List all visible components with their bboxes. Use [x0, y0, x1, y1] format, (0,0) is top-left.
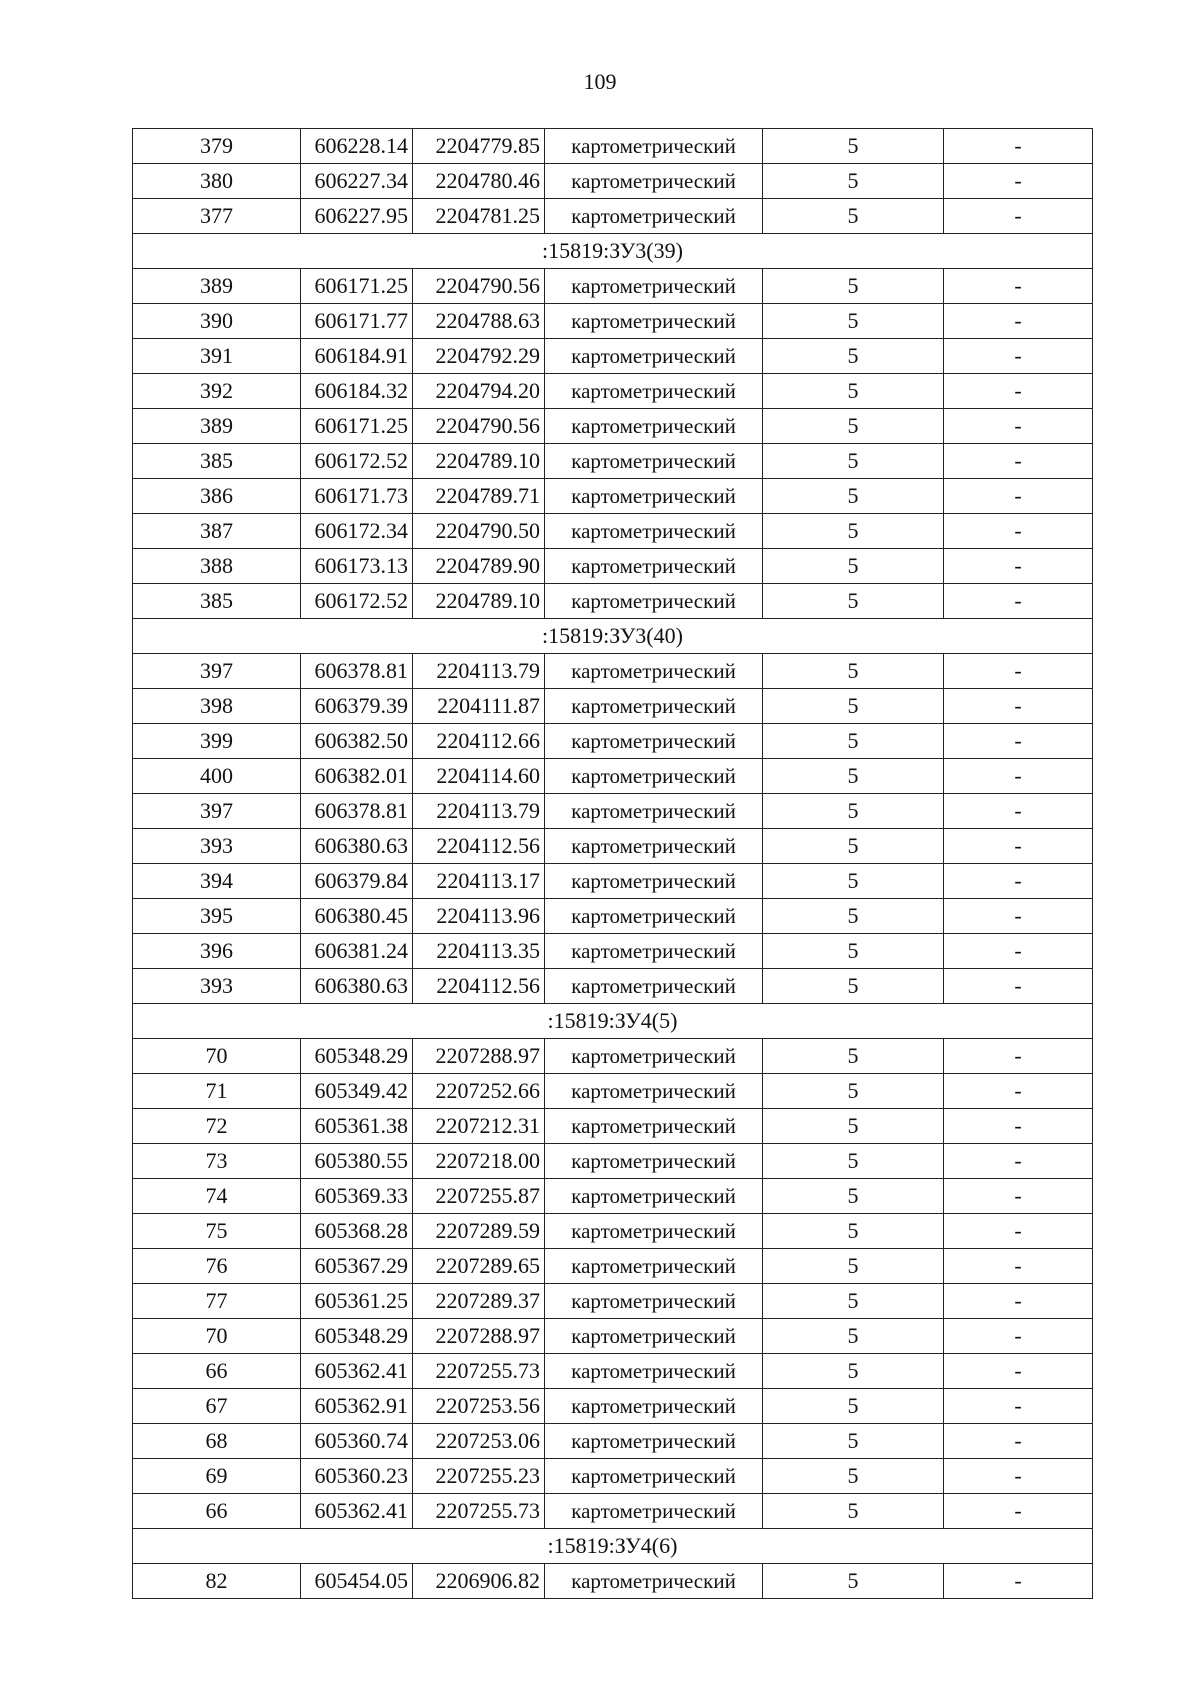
point-number-cell: 390 — [133, 304, 301, 339]
accuracy-cell: 5 — [763, 269, 944, 304]
x-coordinate-cell: 606173.13 — [301, 549, 413, 584]
point-number-cell: 66 — [133, 1494, 301, 1529]
note-cell: - — [944, 584, 1093, 619]
y-coordinate-cell: 2204790.56 — [413, 409, 545, 444]
table-row — [133, 1564, 1093, 1599]
method-cell: картометрический — [545, 1459, 763, 1494]
x-coordinate-cell: 606380.63 — [301, 829, 413, 864]
x-coordinate-cell: 606380.63 — [301, 969, 413, 1004]
point-number-cell: 399 — [133, 724, 301, 759]
note-cell: - — [944, 199, 1093, 234]
table-row — [133, 1354, 1093, 1389]
point-number-cell: 69 — [133, 1459, 301, 1494]
point-number-cell: 386 — [133, 479, 301, 514]
y-coordinate-cell: 2204112.56 — [413, 829, 545, 864]
table-row — [133, 479, 1093, 514]
accuracy-cell: 5 — [763, 549, 944, 584]
y-coordinate-cell: 2207255.73 — [413, 1494, 545, 1529]
point-number-cell: 385 — [133, 584, 301, 619]
y-coordinate-cell: 2204113.35 — [413, 934, 545, 969]
note-cell: - — [944, 1179, 1093, 1214]
point-number-cell: 72 — [133, 1109, 301, 1144]
method-cell: картометрический — [545, 164, 763, 199]
y-coordinate-cell: 2204788.63 — [413, 304, 545, 339]
point-number-cell: 388 — [133, 549, 301, 584]
accuracy-cell: 5 — [763, 1389, 944, 1424]
table-row — [133, 934, 1093, 969]
accuracy-cell: 5 — [763, 1494, 944, 1529]
point-number-cell: 400 — [133, 759, 301, 794]
accuracy-cell: 5 — [763, 654, 944, 689]
accuracy-cell: 5 — [763, 689, 944, 724]
method-cell: картометрический — [545, 899, 763, 934]
table-row — [133, 374, 1093, 409]
method-cell: картометрический — [545, 934, 763, 969]
accuracy-cell: 5 — [763, 129, 944, 164]
accuracy-cell: 5 — [763, 934, 944, 969]
note-cell: - — [944, 444, 1093, 479]
table-row — [133, 1214, 1093, 1249]
point-number-cell: 76 — [133, 1249, 301, 1284]
section-label: :15819:ЗУ3(40) — [133, 619, 1093, 654]
note-cell: - — [944, 1249, 1093, 1284]
method-cell: картометрический — [545, 1214, 763, 1249]
y-coordinate-cell: 2204790.56 — [413, 269, 545, 304]
y-coordinate-cell: 2207212.31 — [413, 1109, 545, 1144]
accuracy-cell: 5 — [763, 829, 944, 864]
table-row — [133, 199, 1093, 234]
method-cell: картометрический — [545, 374, 763, 409]
y-coordinate-cell: 2204112.56 — [413, 969, 545, 1004]
x-coordinate-cell: 606171.73 — [301, 479, 413, 514]
x-coordinate-cell: 605362.41 — [301, 1354, 413, 1389]
note-cell: - — [944, 549, 1093, 584]
note-cell: - — [944, 1284, 1093, 1319]
table-row — [133, 549, 1093, 584]
table-row — [133, 864, 1093, 899]
y-coordinate-cell: 2204789.71 — [413, 479, 545, 514]
method-cell: картометрический — [545, 409, 763, 444]
accuracy-cell: 5 — [763, 479, 944, 514]
point-number-cell: 70 — [133, 1039, 301, 1074]
x-coordinate-cell: 606227.95 — [301, 199, 413, 234]
accuracy-cell: 5 — [763, 304, 944, 339]
y-coordinate-cell: 2204789.90 — [413, 549, 545, 584]
table-row — [133, 339, 1093, 374]
point-number-cell: 70 — [133, 1319, 301, 1354]
point-number-cell: 379 — [133, 129, 301, 164]
y-coordinate-cell: 2207253.56 — [413, 1389, 545, 1424]
accuracy-cell: 5 — [763, 759, 944, 794]
note-cell: - — [944, 1424, 1093, 1459]
note-cell: - — [944, 1459, 1093, 1494]
method-cell: картометрический — [545, 1249, 763, 1284]
x-coordinate-cell: 605348.29 — [301, 1319, 413, 1354]
method-cell: картометрический — [545, 549, 763, 584]
y-coordinate-cell: 2204789.10 — [413, 584, 545, 619]
y-coordinate-cell: 2204113.96 — [413, 899, 545, 934]
method-cell: картометрический — [545, 1179, 763, 1214]
method-cell: картометрический — [545, 1354, 763, 1389]
table-row — [133, 724, 1093, 759]
table-row — [133, 1424, 1093, 1459]
point-number-cell: 391 — [133, 339, 301, 374]
note-cell: - — [944, 479, 1093, 514]
table-row — [133, 1074, 1093, 1109]
method-cell: картометрический — [545, 1424, 763, 1459]
x-coordinate-cell: 606172.34 — [301, 514, 413, 549]
section-label: :15819:ЗУ4(6) — [133, 1529, 1093, 1564]
x-coordinate-cell: 606380.45 — [301, 899, 413, 934]
x-coordinate-cell: 605369.33 — [301, 1179, 413, 1214]
note-cell: - — [944, 864, 1093, 899]
accuracy-cell: 5 — [763, 1459, 944, 1494]
x-coordinate-cell: 605348.29 — [301, 1039, 413, 1074]
method-cell: картометрический — [545, 584, 763, 619]
y-coordinate-cell: 2207288.97 — [413, 1039, 545, 1074]
y-coordinate-cell: 2207255.87 — [413, 1179, 545, 1214]
method-cell: картометрический — [545, 304, 763, 339]
method-cell: картометрический — [545, 759, 763, 794]
note-cell: - — [944, 304, 1093, 339]
table-row — [133, 759, 1093, 794]
y-coordinate-cell: 2207218.00 — [413, 1144, 545, 1179]
note-cell: - — [944, 934, 1093, 969]
x-coordinate-cell: 606379.84 — [301, 864, 413, 899]
section-label: :15819:ЗУ3(39) — [133, 234, 1093, 269]
point-number-cell: 71 — [133, 1074, 301, 1109]
point-number-cell: 392 — [133, 374, 301, 409]
y-coordinate-cell: 2204113.79 — [413, 654, 545, 689]
x-coordinate-cell: 605361.38 — [301, 1109, 413, 1144]
y-coordinate-cell: 2207255.73 — [413, 1354, 545, 1389]
section-header-row — [133, 234, 1093, 269]
x-coordinate-cell: 605360.23 — [301, 1459, 413, 1494]
accuracy-cell: 5 — [763, 339, 944, 374]
accuracy-cell: 5 — [763, 1424, 944, 1459]
method-cell: картометрический — [545, 129, 763, 164]
x-coordinate-cell: 606172.52 — [301, 584, 413, 619]
method-cell: картометрический — [545, 969, 763, 1004]
note-cell: - — [944, 759, 1093, 794]
table-row — [133, 1284, 1093, 1319]
table-row — [133, 584, 1093, 619]
accuracy-cell: 5 — [763, 1284, 944, 1319]
note-cell: - — [944, 374, 1093, 409]
method-cell: картометрический — [545, 199, 763, 234]
y-coordinate-cell: 2204792.29 — [413, 339, 545, 374]
page-number: 109 — [583, 69, 617, 94]
note-cell: - — [944, 1144, 1093, 1179]
note-cell: - — [944, 689, 1093, 724]
point-number-cell: 393 — [133, 969, 301, 1004]
table-row — [133, 1459, 1093, 1494]
table-row — [133, 794, 1093, 829]
x-coordinate-cell: 605368.28 — [301, 1214, 413, 1249]
table-row — [133, 899, 1093, 934]
y-coordinate-cell: 2204112.66 — [413, 724, 545, 759]
y-coordinate-cell: 2204111.87 — [413, 689, 545, 724]
table-row — [133, 1249, 1093, 1284]
point-number-cell: 74 — [133, 1179, 301, 1214]
point-number-cell: 397 — [133, 794, 301, 829]
y-coordinate-cell: 2207288.97 — [413, 1319, 545, 1354]
note-cell: - — [944, 794, 1093, 829]
table-row — [133, 304, 1093, 339]
accuracy-cell: 5 — [763, 444, 944, 479]
coordinates-table — [132, 128, 1093, 1599]
note-cell: - — [944, 969, 1093, 1004]
x-coordinate-cell: 606171.25 — [301, 269, 413, 304]
x-coordinate-cell: 606382.50 — [301, 724, 413, 759]
note-cell: - — [944, 654, 1093, 689]
point-number-cell: 75 — [133, 1214, 301, 1249]
x-coordinate-cell: 606379.39 — [301, 689, 413, 724]
method-cell: картометрический — [545, 1494, 763, 1529]
note-cell: - — [944, 129, 1093, 164]
accuracy-cell: 5 — [763, 1109, 944, 1144]
x-coordinate-cell: 606171.25 — [301, 409, 413, 444]
note-cell: - — [944, 1354, 1093, 1389]
x-coordinate-cell: 605360.74 — [301, 1424, 413, 1459]
x-coordinate-cell: 606381.24 — [301, 934, 413, 969]
method-cell: картометрический — [545, 1319, 763, 1354]
method-cell: картометрический — [545, 794, 763, 829]
y-coordinate-cell: 2204789.10 — [413, 444, 545, 479]
accuracy-cell: 5 — [763, 164, 944, 199]
method-cell: картометрический — [545, 514, 763, 549]
x-coordinate-cell: 606378.81 — [301, 794, 413, 829]
point-number-cell: 387 — [133, 514, 301, 549]
accuracy-cell: 5 — [763, 1249, 944, 1284]
method-cell: картометрический — [545, 1039, 763, 1074]
x-coordinate-cell: 605367.29 — [301, 1249, 413, 1284]
point-number-cell: 397 — [133, 654, 301, 689]
method-cell: картометрический — [545, 1284, 763, 1319]
point-number-cell: 389 — [133, 409, 301, 444]
point-number-cell: 77 — [133, 1284, 301, 1319]
accuracy-cell: 5 — [763, 899, 944, 934]
note-cell: - — [944, 724, 1093, 759]
section-label: :15819:ЗУ4(5) — [133, 1004, 1093, 1039]
accuracy-cell: 5 — [763, 409, 944, 444]
x-coordinate-cell: 605349.42 — [301, 1074, 413, 1109]
x-coordinate-cell: 606172.52 — [301, 444, 413, 479]
table-row — [133, 1389, 1093, 1424]
x-coordinate-cell: 605361.25 — [301, 1284, 413, 1319]
table-row — [133, 129, 1093, 164]
table-row — [133, 164, 1093, 199]
note-cell: - — [944, 1389, 1093, 1424]
y-coordinate-cell: 2204781.25 — [413, 199, 545, 234]
note-cell: - — [944, 409, 1093, 444]
note-cell: - — [944, 899, 1093, 934]
point-number-cell: 395 — [133, 899, 301, 934]
y-coordinate-cell: 2207255.23 — [413, 1459, 545, 1494]
point-number-cell: 394 — [133, 864, 301, 899]
point-number-cell: 68 — [133, 1424, 301, 1459]
table-row — [133, 1144, 1093, 1179]
point-number-cell: 82 — [133, 1564, 301, 1599]
method-cell: картометрический — [545, 1109, 763, 1144]
table-row — [133, 969, 1093, 1004]
method-cell: картометрический — [545, 269, 763, 304]
note-cell: - — [944, 1074, 1093, 1109]
y-coordinate-cell: 2204113.79 — [413, 794, 545, 829]
table-row — [133, 1109, 1093, 1144]
accuracy-cell: 5 — [763, 374, 944, 409]
accuracy-cell: 5 — [763, 1179, 944, 1214]
y-coordinate-cell: 2207289.59 — [413, 1214, 545, 1249]
y-coordinate-cell: 2207252.66 — [413, 1074, 545, 1109]
accuracy-cell: 5 — [763, 864, 944, 899]
accuracy-cell: 5 — [763, 969, 944, 1004]
note-cell: - — [944, 829, 1093, 864]
accuracy-cell: 5 — [763, 514, 944, 549]
x-coordinate-cell: 606378.81 — [301, 654, 413, 689]
section-header-row — [133, 1529, 1093, 1564]
method-cell: картометрический — [545, 479, 763, 514]
y-coordinate-cell: 2207289.37 — [413, 1284, 545, 1319]
point-number-cell: 396 — [133, 934, 301, 969]
method-cell: картометрический — [545, 1144, 763, 1179]
point-number-cell: 385 — [133, 444, 301, 479]
accuracy-cell: 5 — [763, 1039, 944, 1074]
x-coordinate-cell: 606171.77 — [301, 304, 413, 339]
method-cell: картометрический — [545, 444, 763, 479]
note-cell: - — [944, 1494, 1093, 1529]
y-coordinate-cell: 2204779.85 — [413, 129, 545, 164]
method-cell: картометрический — [545, 1564, 763, 1599]
accuracy-cell: 5 — [763, 1564, 944, 1599]
table-row — [133, 1179, 1093, 1214]
table-row — [133, 514, 1093, 549]
table-row — [133, 1319, 1093, 1354]
point-number-cell: 380 — [133, 164, 301, 199]
accuracy-cell: 5 — [763, 584, 944, 619]
table-row — [133, 409, 1093, 444]
y-coordinate-cell: 2204790.50 — [413, 514, 545, 549]
y-coordinate-cell: 2207289.65 — [413, 1249, 545, 1284]
table-row — [133, 1039, 1093, 1074]
point-number-cell: 398 — [133, 689, 301, 724]
point-number-cell: 393 — [133, 829, 301, 864]
note-cell: - — [944, 269, 1093, 304]
method-cell: картометрический — [545, 339, 763, 374]
note-cell: - — [944, 1564, 1093, 1599]
point-number-cell: 67 — [133, 1389, 301, 1424]
table-row — [133, 654, 1093, 689]
method-cell: картометрический — [545, 1389, 763, 1424]
method-cell: картометрический — [545, 654, 763, 689]
y-coordinate-cell: 2204113.17 — [413, 864, 545, 899]
accuracy-cell: 5 — [763, 199, 944, 234]
note-cell: - — [944, 514, 1093, 549]
accuracy-cell: 5 — [763, 1354, 944, 1389]
note-cell: - — [944, 339, 1093, 374]
y-coordinate-cell: 2204780.46 — [413, 164, 545, 199]
note-cell: - — [944, 1319, 1093, 1354]
point-number-cell: 389 — [133, 269, 301, 304]
method-cell: картометрический — [545, 829, 763, 864]
table-row — [133, 1494, 1093, 1529]
accuracy-cell: 5 — [763, 1214, 944, 1249]
y-coordinate-cell: 2207253.06 — [413, 1424, 545, 1459]
point-number-cell: 66 — [133, 1354, 301, 1389]
y-coordinate-cell: 2206906.82 — [413, 1564, 545, 1599]
method-cell: картометрический — [545, 864, 763, 899]
section-header-row — [133, 619, 1093, 654]
method-cell: картометрический — [545, 1074, 763, 1109]
x-coordinate-cell: 606228.14 — [301, 129, 413, 164]
note-cell: - — [944, 164, 1093, 199]
x-coordinate-cell: 606382.01 — [301, 759, 413, 794]
method-cell: картометрический — [545, 689, 763, 724]
point-number-cell: 73 — [133, 1144, 301, 1179]
note-cell: - — [944, 1039, 1093, 1074]
coordinates-table-body — [133, 129, 1093, 1599]
accuracy-cell: 5 — [763, 1074, 944, 1109]
section-header-row — [133, 1004, 1093, 1039]
x-coordinate-cell: 605362.41 — [301, 1494, 413, 1529]
y-coordinate-cell: 2204794.20 — [413, 374, 545, 409]
table-row — [133, 444, 1093, 479]
accuracy-cell: 5 — [763, 1144, 944, 1179]
method-cell: картометрический — [545, 724, 763, 759]
accuracy-cell: 5 — [763, 1319, 944, 1354]
x-coordinate-cell: 605380.55 — [301, 1144, 413, 1179]
table-row — [133, 689, 1093, 724]
table-row — [133, 269, 1093, 304]
note-cell: - — [944, 1109, 1093, 1144]
note-cell: - — [944, 1214, 1093, 1249]
accuracy-cell: 5 — [763, 794, 944, 829]
table-row — [133, 829, 1093, 864]
point-number-cell: 377 — [133, 199, 301, 234]
accuracy-cell: 5 — [763, 724, 944, 759]
x-coordinate-cell: 605362.91 — [301, 1389, 413, 1424]
x-coordinate-cell: 606184.91 — [301, 339, 413, 374]
x-coordinate-cell: 606184.32 — [301, 374, 413, 409]
x-coordinate-cell: 606227.34 — [301, 164, 413, 199]
x-coordinate-cell: 605454.05 — [301, 1564, 413, 1599]
y-coordinate-cell: 2204114.60 — [413, 759, 545, 794]
